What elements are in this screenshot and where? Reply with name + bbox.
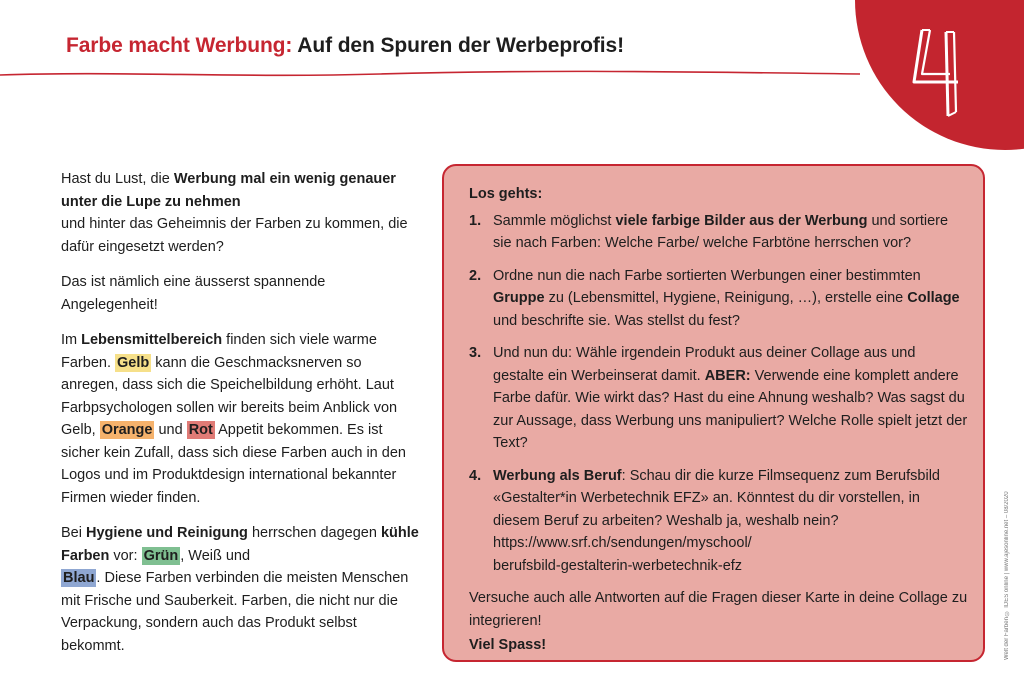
highlight-green: Grün xyxy=(143,547,179,564)
task-number: 3. xyxy=(469,345,482,361)
paragraph-cool-colors: Bei Hygiene und Reinigung herrschen dagegen kühle Farben vor: Grün , Weiß und Blau . Diese Farben verbinden die meisten Menschen mit Frische und Sauberkeit. Farben, die nicht nur die Verpackung, sondern auch das Produkt selbst bekommt. xyxy=(61,525,419,654)
emphasis: Werbung mal ein wenig genauer unter die Lupe zu nehmen xyxy=(61,171,396,210)
highlight-blue: Blau xyxy=(63,570,95,586)
page-title xyxy=(66,34,624,58)
title-highlight: Farbe macht Werbung: xyxy=(66,34,293,57)
task-item: 3. Und nun du: Wähle irgendein Produkt aus deiner Collage aus und gestalte ein Werbeinserat damit. ABER: Verwende eine komplett andere Farbe dafür. Wie wirkt das? Hast du eine Ahnung weshalb? Was sagst du zur Aussage, dass Werbung uns manipuliert? Welche Rolle spielt jetzt der Text? xyxy=(469,342,969,455)
highlight-red: Rot xyxy=(188,422,213,438)
title-subtitle: Auf den Spuren der Werbeprofis! xyxy=(297,34,624,57)
task-number: 2. xyxy=(469,267,482,284)
task-box-heading: Los gehts: xyxy=(469,186,543,202)
video-link[interactable]: https://www.srf.ch/sendungen/myschool/ xyxy=(493,535,752,551)
task-item: 1. Sammle möglichst viele farbige Bilder aus der Werbung und sortiere sie nach Farben: Welche Farbe/ welche Farbtöne herrschen vor? xyxy=(469,210,969,255)
paragraph-hook: Das ist nämlich eine äusserst spannende Angelegenheit! xyxy=(61,274,326,313)
task-box-closing: Viel Spass! xyxy=(469,637,547,653)
task-number: 1. xyxy=(469,212,482,229)
highlight-yellow: Gelb xyxy=(117,354,150,371)
task-item: 2. Ordne nun die nach Farbe sortierten Werbungen einer bestimmten Gruppe zu (Lebensmittel, Hygiene, Reinigung, …), erstelle eine Collage und beschrifte sie. Was stellst du fest? xyxy=(469,265,969,333)
task-box xyxy=(442,164,985,662)
card-number-glyph xyxy=(900,20,980,120)
task-box-outro: Versuche auch alle Antworten auf die Fragen dieser Karte in deine Collage zu integrieren! xyxy=(469,590,968,629)
paragraph-warm-colors: Im Lebensmittelbereich finden sich viele warme Farben. Gelb kann die Geschmacksnerven so anregen, dass sich die Speichelbildung erhöht. Laut Farbpsychologen sollen wir bereits beim Anblick von Gelb, Orange und Rot Appetit bekommen. Es ist sicher kein Zufall, dass sich diese Farben auch in den Logos und im Produktdesign international bekannter Firmen wieder finden. xyxy=(61,332,406,506)
title-underline xyxy=(0,66,860,80)
task-item: 4. Werbung als Beruf: Schau dir die kurze Filmsequenz zum Berufsbild «Gestalter*in Werbetechnik EFZ» an. Könntest du dir vorstellen, in diesem Beruf zu arbeiten? Weshalb ja, weshalb nein? https://www.srf.ch/sendungen/myschool/ berufsbild-gestalterin-werbetechnik-efz xyxy=(469,465,969,578)
copyright-note: Welt der Farben © IDES online | www.ajesonline.net – 08/2020 xyxy=(1004,491,1010,660)
paragraph-intro: Hast du Lust, die Werbung mal ein wenig genauer unter die Lupe zu nehmen und hinter das Geheimnis der Farben zu kommen, die dafür eingesetzt werden? xyxy=(61,171,408,255)
video-link-continued[interactable]: berufsbild-gestalterin-werbetechnik-efz xyxy=(493,557,743,574)
highlight-orange: Orange xyxy=(101,422,153,438)
task-number: 4. xyxy=(469,467,482,484)
intro-text xyxy=(61,168,421,670)
